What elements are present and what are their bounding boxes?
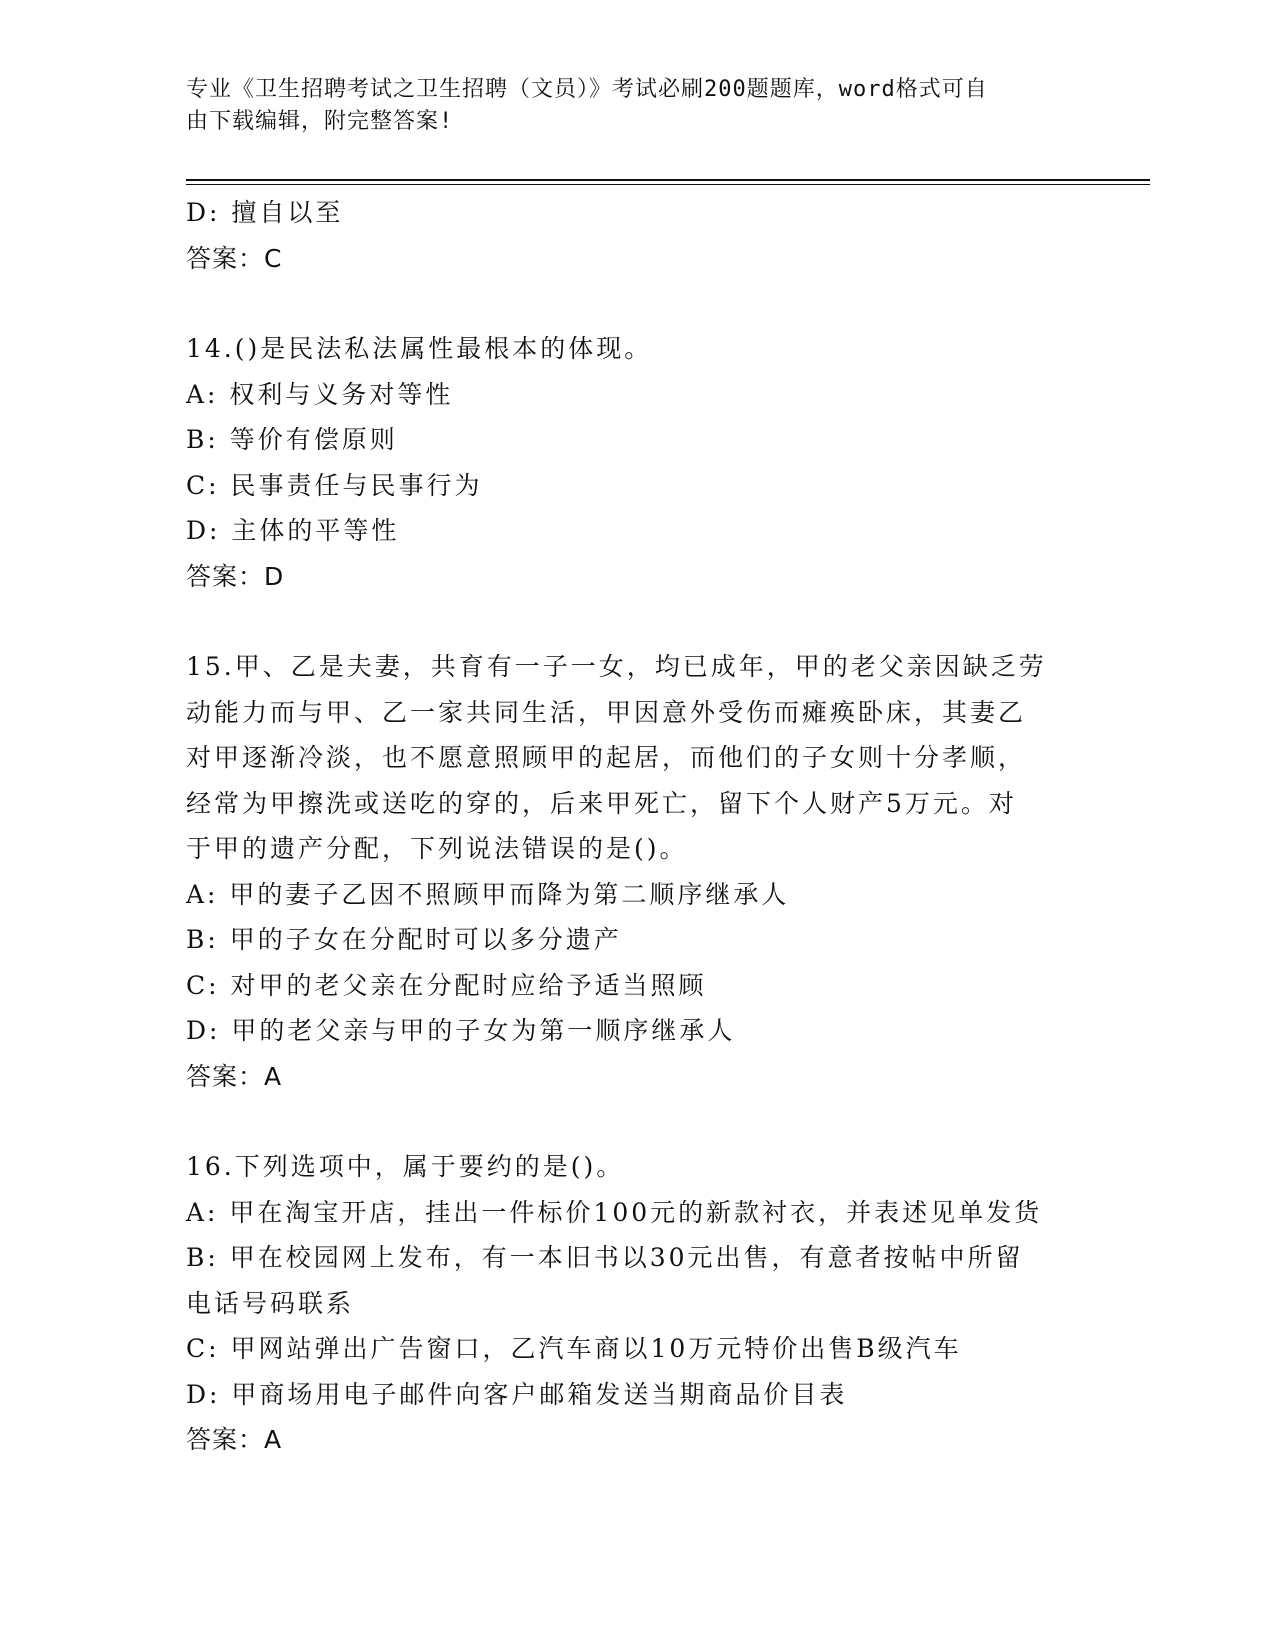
option-d: D: 擅自以至 [186, 198, 344, 227]
question-stem-line-2: 动能力而与甲、乙一家共同生活，甲因意外受伤而瘫痪卧床，其妻乙 [186, 697, 1027, 727]
question-list [186, 190, 1086, 1463]
spacer [186, 599, 1086, 644]
question-stem-line-4: 经常为甲擦洗或送吃的穿的，后来甲死亡，留下个人财产5万元。对 [186, 788, 1017, 818]
option-b-line-2: 电话号码联系 [186, 1288, 355, 1318]
option-d: D: 甲的老父亲与甲的子女为第一顺序继承人 [186, 1016, 736, 1045]
option-c: C: 对甲的老父亲在分配时应给予适当照顾 [186, 970, 707, 1000]
page-header [186, 74, 1086, 138]
spacer [186, 281, 1086, 326]
option-d: D: 主体的平等性 [186, 516, 400, 545]
question-stem-line-5: 于甲的遗产分配，下列说法错误的是()。 [186, 834, 688, 863]
option-b: B: 甲的子女在分配时可以多分遗产 [186, 925, 622, 954]
answer-label: 答案：A [186, 1425, 283, 1454]
answer-label: 答案：D [186, 561, 285, 591]
question-stem-line-1: 15.甲、乙是夫妻，共育有一子一女，均已成年，甲的老父亲因缺乏劳 [186, 652, 1047, 681]
option-d: D: 甲商场用电子邮件向客户邮箱发送当期商品价目表 [186, 1379, 848, 1409]
question-15 [186, 644, 1086, 1099]
question-stem: 14.()是民法私法属性最根本的体现。 [186, 334, 653, 363]
option-a: A: 权利与义务对等性 [186, 379, 454, 409]
question-stem-line-3: 对甲逐渐冷淡，也不愿意照顾甲的起居，而他们的子女则十分孝顺， [186, 743, 1027, 772]
spacer [186, 1099, 1086, 1144]
header-divider-thin [186, 184, 1150, 185]
option-b: B: 等价有偿原则 [186, 425, 398, 454]
answer-label: 答案：A [186, 1061, 283, 1091]
header-divider-thick [186, 179, 1150, 181]
header-line-1: 专业《卫生招聘考试之卫生招聘（文员）》考试必刷200题题库，word格式可自 [186, 77, 988, 102]
option-a: A: 甲在淘宝开店，挂出一件标价100元的新款衬衣，并表述见单发货 [186, 1197, 1043, 1227]
option-a: A: 甲的妻子乙因不照顾甲而降为第二顺序继承人 [186, 879, 790, 909]
header-line-2: 由下载编辑，附完整答案! [186, 109, 454, 134]
option-c: C: 甲网站弹出广告窗口，乙汽车商以10万元特价出售B级汽车 [186, 1334, 962, 1363]
option-c: C: 民事责任与民事行为 [186, 470, 483, 500]
answer-label: 答案：C [186, 243, 283, 273]
question-14 [186, 326, 1086, 599]
option-b-line-1: B: 甲在校园网上发布，有一本旧书以30元出售，有意者按帖中所留 [186, 1243, 1024, 1272]
question-13 [186, 190, 1086, 281]
question-16 [186, 1144, 1086, 1463]
question-stem: 16.下列选项中，属于要约的是()。 [186, 1152, 625, 1181]
